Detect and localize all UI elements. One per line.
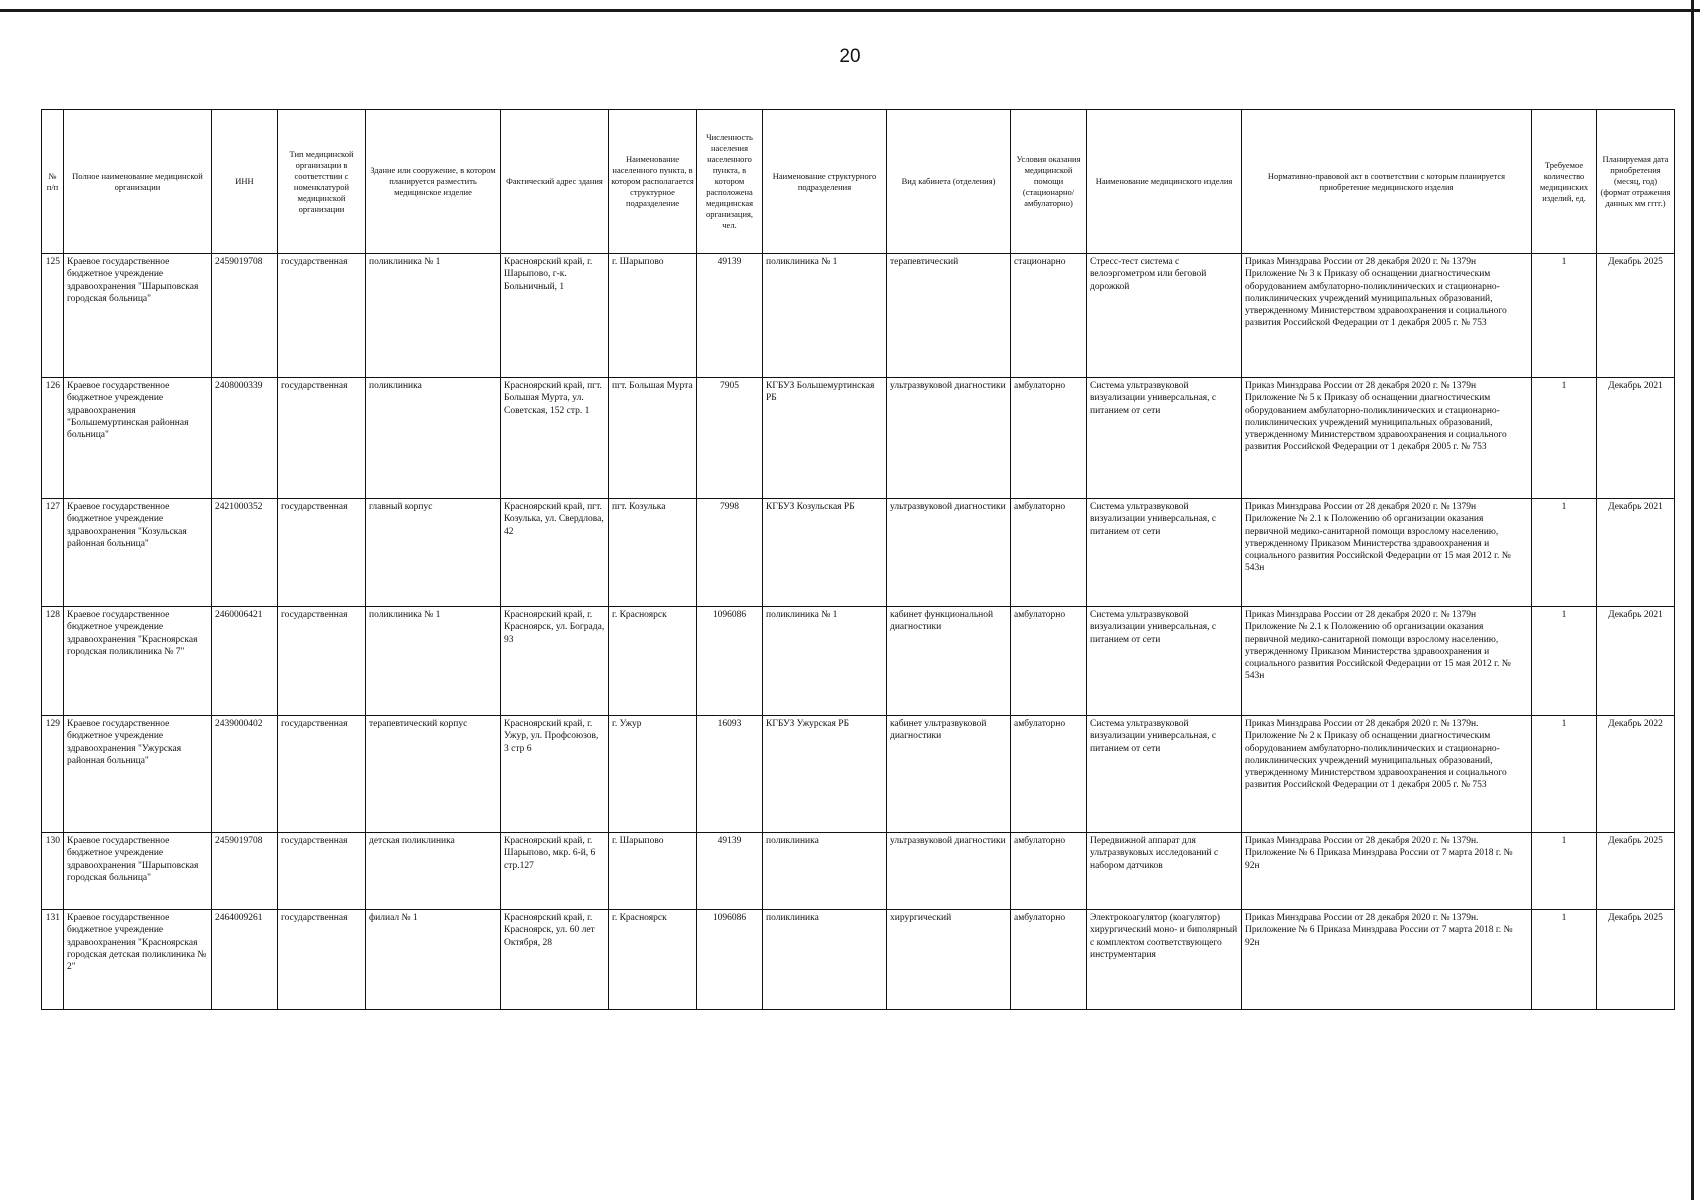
cell-num: 131 [42, 910, 64, 1010]
cell-population: 16093 [697, 716, 763, 833]
cell-org: Краевое государственное бюджетное учреждение здравоохранения "Шарыповская городская больница" [64, 254, 212, 378]
cell-conditions: амбулаторно [1011, 910, 1087, 1010]
cell-act: Приказ Минздрава России от 28 декабря 2020 г. № 1379н Приложение № 2.1 к Положению об организации оказания первичной медико-санитарной помощи взрослому населению, утвержденному Приказом Министерства здравоохранения и социального развития Российской Федерации от 15 мая 2012 г. № 543н [1242, 607, 1532, 716]
cell-unit: поликлиника № 1 [763, 607, 887, 716]
cell-type: государственная [278, 607, 366, 716]
cell-settlement: пгт. Козулька [609, 499, 697, 607]
table-row [42, 716, 1675, 833]
col-header-num: № п/п [42, 110, 64, 254]
cell-act: Приказ Минздрава России от 28 декабря 2020 г. № 1379н Приложение № 3 к Приказу об оснащении диагностическим оборудованием амбулаторно-поликлинических и стационарно-поликлинических учреждений муниципальных образований, утвержденному Министерством здравоохранения и социального развития Российской Федерации от 1 декабря 2005 г. № 753 [1242, 254, 1532, 378]
col-header-building: Здание или сооружение, в котором планируется разместить медицинское изделие [366, 110, 501, 254]
cell-org: Краевое государственное бюджетное учреждение здравоохранения "Ужурская районная больница" [64, 716, 212, 833]
cell-population: 1096086 [697, 607, 763, 716]
cell-inn: 2439000402 [212, 716, 278, 833]
table-row [42, 833, 1675, 910]
cell-address: Красноярский край, г. Ужур, ул. Профсоюзов, 3 стр 6 [501, 716, 609, 833]
cell-date: Декабрь 2021 [1597, 378, 1675, 499]
page-number: 20 [839, 46, 861, 67]
cell-device: Электрокоагулятор (коагулятор) хирургический моно- и биполярный с комплектом соответствующего инструментария [1087, 910, 1242, 1010]
cell-num: 126 [42, 378, 64, 499]
cell-type: государственная [278, 254, 366, 378]
cell-inn: 2408000339 [212, 378, 278, 499]
cell-qty: 1 [1532, 607, 1597, 716]
cell-org: Краевое государственное бюджетное учреждение здравоохранения "Шарыповская городская больница" [64, 833, 212, 910]
cell-device: Стресс-тест система с велоэргометром или беговой дорожкой [1087, 254, 1242, 378]
cell-date: Декабрь 2025 [1597, 910, 1675, 1010]
col-header-qty: Требуемое количество медицинских изделий, ед. [1532, 110, 1597, 254]
cell-address: Красноярский край, г. Шарыпово, г-к. Больничный, 1 [501, 254, 609, 378]
table-row [42, 254, 1675, 378]
cell-type: государственная [278, 833, 366, 910]
cell-device: Система ультразвуковой визуализации универсальная, с питанием от сети [1087, 499, 1242, 607]
cell-date: Декабрь 2025 [1597, 254, 1675, 378]
cell-population: 7998 [697, 499, 763, 607]
cell-device: Передвижной аппарат для ультразвуковых исследований с набором датчиков [1087, 833, 1242, 910]
col-header-device: Наименование медицинского изделия [1087, 110, 1242, 254]
cell-settlement: г. Красноярск [609, 910, 697, 1010]
col-header-act: Нормативно-правовой акт в соответствии с которым планируется приобретение медицинского изделия [1242, 110, 1532, 254]
cell-unit: поликлиника [763, 833, 887, 910]
cell-cabinet: хирургический [887, 910, 1011, 1010]
cell-device: Система ультразвуковой визуализации универсальная, с питанием от сети [1087, 607, 1242, 716]
cell-conditions: амбулаторно [1011, 499, 1087, 607]
cell-unit: КГБУЗ Ужурская РБ [763, 716, 887, 833]
cell-population: 1096086 [697, 910, 763, 1010]
cell-conditions: амбулаторно [1011, 378, 1087, 499]
cell-qty: 1 [1532, 716, 1597, 833]
cell-num: 125 [42, 254, 64, 378]
cell-settlement: г. Шарыпово [609, 833, 697, 910]
cell-conditions: амбулаторно [1011, 833, 1087, 910]
cell-inn: 2459019708 [212, 254, 278, 378]
cell-inn: 2421000352 [212, 499, 278, 607]
col-header-settlement: Наименование населенного пункта, в котором располагается структурное подразделение [609, 110, 697, 254]
col-header-date: Планируемая дата приобретения (месяц, год) (формат отражения данных мм гггг.) [1597, 110, 1675, 254]
cell-conditions: амбулаторно [1011, 716, 1087, 833]
cell-org: Краевое государственное бюджетное учреждение здравоохранения "Большемуртинская районная больница" [64, 378, 212, 499]
cell-unit: КГБУЗ Большемуртинская РБ [763, 378, 887, 499]
cell-qty: 1 [1532, 833, 1597, 910]
cell-building: филиал № 1 [366, 910, 501, 1010]
table-row [42, 378, 1675, 499]
cell-date: Декабрь 2021 [1597, 499, 1675, 607]
cell-date: Декабрь 2025 [1597, 833, 1675, 910]
cell-act: Приказ Минздрава России от 28 декабря 2020 г. № 1379н. Приложение № 2 к Приказу об оснащении диагностическим оборудованием амбулаторно-поликлинических и стационарно-поликлинических учреждений муниципальных образований, утвержденному Министерством здравоохранения и социального развития Российской Федерации от 1 декабря 2005 г. № 753 [1242, 716, 1532, 833]
cell-conditions: амбулаторно [1011, 607, 1087, 716]
cell-num: 130 [42, 833, 64, 910]
top-border-line [0, 9, 1700, 12]
col-header-org: Полное наименование медицинской организации [64, 110, 212, 254]
cell-act: Приказ Минздрава России от 28 декабря 2020 г. № 1379н Приложение № 5 к Приказу об оснащении диагностическим оборудованием амбулаторно-поликлинических и стационарно-поликлинических учреждений муниципальных образований, утвержденному Министерством здравоохранения и социального развития Российской Федерации от 1 декабря 2005 г. № 753 [1242, 378, 1532, 499]
cell-settlement: г. Ужур [609, 716, 697, 833]
cell-building: поликлиника [366, 378, 501, 499]
cell-num: 129 [42, 716, 64, 833]
col-header-inn: ИНН [212, 110, 278, 254]
right-border-line [1691, 0, 1694, 1200]
cell-building: поликлиника № 1 [366, 607, 501, 716]
cell-cabinet: терапевтический [887, 254, 1011, 378]
cell-cabinet: кабинет ультразвуковой диагностики [887, 716, 1011, 833]
cell-org: Краевое государственное бюджетное учреждение здравоохранения "Козульская районная больница" [64, 499, 212, 607]
cell-date: Декабрь 2021 [1597, 607, 1675, 716]
cell-building: терапевтический корпус [366, 716, 501, 833]
cell-act: Приказ Минздрава России от 28 декабря 2020 г. № 1379н. Приложение № 6 Приказа Минздрава России от 7 марта 2018 г. № 92н [1242, 910, 1532, 1010]
cell-device: Система ультразвуковой визуализации универсальная, с питанием от сети [1087, 716, 1242, 833]
cell-settlement: пгт. Большая Мурта [609, 378, 697, 499]
cell-type: государственная [278, 716, 366, 833]
cell-unit: поликлиника [763, 910, 887, 1010]
cell-address: Красноярский край, г. Красноярск, ул. 60 лет Октября, 28 [501, 910, 609, 1010]
cell-building: детская поликлиника [366, 833, 501, 910]
cell-device: Система ультразвуковой визуализации универсальная, с питанием от сети [1087, 378, 1242, 499]
cell-building: главный корпус [366, 499, 501, 607]
cell-cabinet: ультразвуковой диагностики [887, 499, 1011, 607]
cell-qty: 1 [1532, 378, 1597, 499]
cell-type: государственная [278, 910, 366, 1010]
cell-org: Краевое государственное бюджетное учреждение здравоохранения "Красноярская городская детская поликлиника № 2" [64, 910, 212, 1010]
cell-act: Приказ Минздрава России от 28 декабря 2020 г. № 1379н. Приложение № 6 Приказа Минздрава России от 7 марта 2018 г. № 92н [1242, 833, 1532, 910]
cell-inn: 2464009261 [212, 910, 278, 1010]
cell-num: 128 [42, 607, 64, 716]
cell-qty: 1 [1532, 910, 1597, 1010]
cell-address: Красноярский край, г. Шарыпово, мкр. 6-й, 6 стр.127 [501, 833, 609, 910]
cell-inn: 2460006421 [212, 607, 278, 716]
equipment-table [41, 109, 1675, 1010]
cell-date: Декабрь 2022 [1597, 716, 1675, 833]
table-row [42, 607, 1675, 716]
cell-unit: поликлиника № 1 [763, 254, 887, 378]
col-header-conditions: Условия оказания медицинской помощи (стационарно/ амбулаторно) [1011, 110, 1087, 254]
cell-building: поликлиника № 1 [366, 254, 501, 378]
cell-population: 7905 [697, 378, 763, 499]
table-row [42, 499, 1675, 607]
cell-type: государственная [278, 499, 366, 607]
cell-population: 49139 [697, 254, 763, 378]
col-header-unit: Наименование структурного подразделения [763, 110, 887, 254]
header-row [42, 110, 1675, 254]
col-header-cabinet: Вид кабинета (отделения) [887, 110, 1011, 254]
col-header-type: Тип медицинской организации в соответствии с номенклатурой медицинской организации [278, 110, 366, 254]
cell-unit: КГБУЗ Козульская РБ [763, 499, 887, 607]
cell-address: Красноярский край, пгт. Большая Мурта, ул. Советская, 152 стр. 1 [501, 378, 609, 499]
cell-address: Красноярский край, г. Красноярск, ул. Бограда, 93 [501, 607, 609, 716]
cell-inn: 2459019708 [212, 833, 278, 910]
cell-cabinet: кабинет функциональной диагностики [887, 607, 1011, 716]
table-row [42, 910, 1675, 1010]
col-header-population: Численность населения населенного пункта, в котором расположена медицинская организация, чел. [697, 110, 763, 254]
cell-org: Краевое государственное бюджетное учреждение здравоохранения "Красноярская городская поликлиника № 7" [64, 607, 212, 716]
cell-qty: 1 [1532, 499, 1597, 607]
cell-settlement: г. Красноярск [609, 607, 697, 716]
cell-population: 49139 [697, 833, 763, 910]
col-header-address: Фактический адрес здания [501, 110, 609, 254]
cell-cabinet: ультразвуковой диагностики [887, 378, 1011, 499]
cell-num: 127 [42, 499, 64, 607]
cell-conditions: стационарно [1011, 254, 1087, 378]
cell-address: Красноярский край, пгт. Козулька, ул. Свердлова, 42 [501, 499, 609, 607]
cell-settlement: г. Шарыпово [609, 254, 697, 378]
cell-act: Приказ Минздрава России от 28 декабря 2020 г. № 1379н Приложение № 2.1 к Положению об организации оказания первичной медико-санитарной помощи взрослому населению, утвержденному Приказом Министерства здравоохранения и социального развития Российской Федерации от 15 мая 2012 г. № 543н [1242, 499, 1532, 607]
cell-type: государственная [278, 378, 366, 499]
cell-qty: 1 [1532, 254, 1597, 378]
cell-cabinet: ультразвуковой диагностики [887, 833, 1011, 910]
